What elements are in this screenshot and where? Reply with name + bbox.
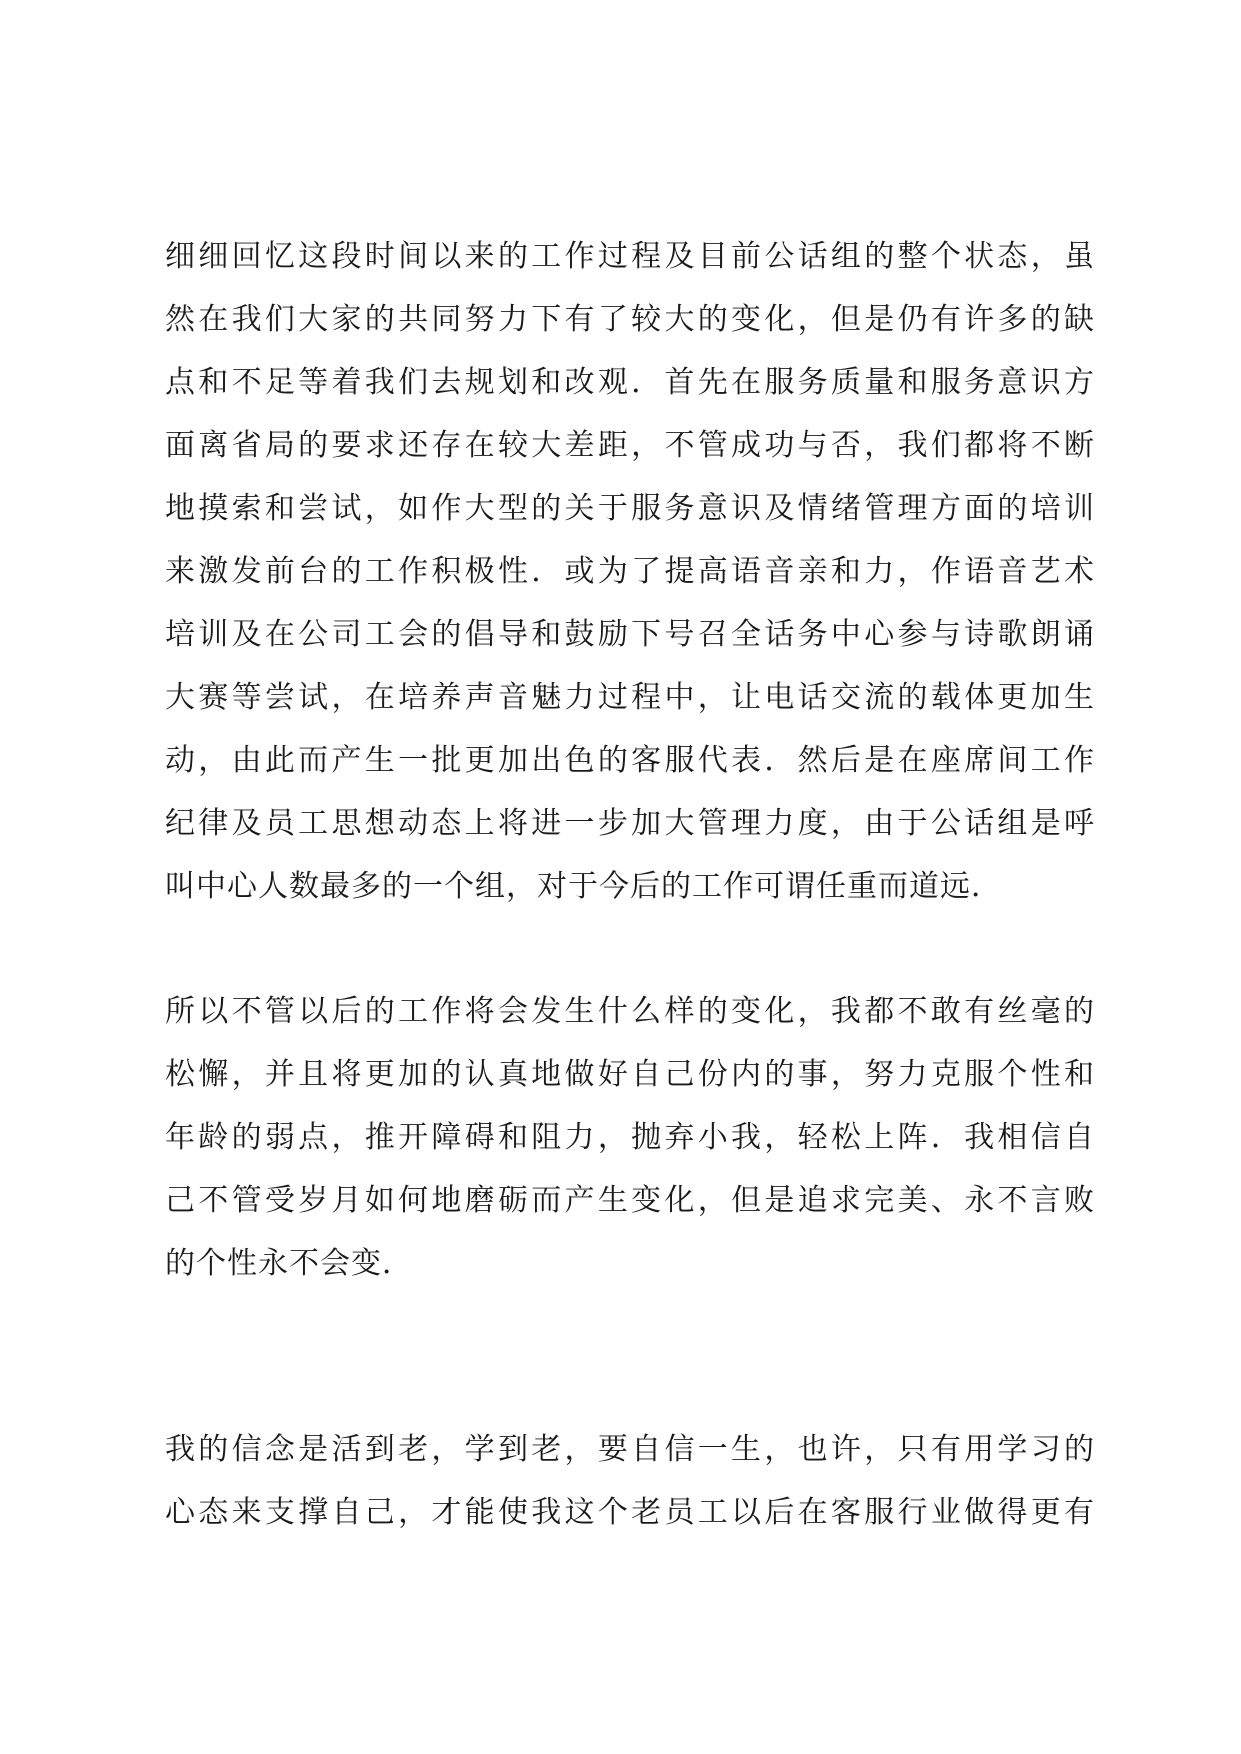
paragraph-line: 细细回忆这段时间以来的工作过程及目前公话组的整个状态，虽 — [165, 239, 1095, 274]
paragraph-line: 所以不管以后的工作将会发生什么样的变化，我都不敢有丝毫的 — [165, 994, 1095, 1029]
paragraph-2 — [165, 980, 1095, 1295]
paragraph-line: 来激发前台的工作积极性．或为了提高语音亲和力，作语音艺术 — [165, 554, 1095, 589]
paragraph-line: 松懈，并且将更加的认真地做好自己份内的事，努力克服个性和 — [165, 1057, 1095, 1092]
paragraph-line: 叫中心人数最多的一个组，对于今后的工作可谓任重而道远． — [165, 869, 1002, 904]
paragraph-line: 己不管受岁月如何地磨砺而产生变化，但是追求完美、永不言败 — [165, 1183, 1095, 1218]
paragraph-line: 的个性永不会变． — [165, 1246, 413, 1281]
paragraph-line: 培训及在公司工会的倡导和鼓励下号召全话务中心参与诗歌朗诵 — [165, 617, 1095, 652]
paragraph-1 — [165, 225, 1095, 918]
paragraph-3 — [165, 1418, 1095, 1544]
paragraph-line: 动，由此而产生一批更加出色的客服代表．然后是在座席间工作 — [165, 743, 1095, 778]
paragraph-line: 面离省局的要求还存在较大差距，不管成功与否，我们都将不断 — [165, 428, 1095, 463]
paragraph-line: 纪律及员工思想动态上将进一步加大管理力度，由于公话组是呼 — [165, 806, 1095, 841]
paragraph-line: 年龄的弱点，推开障碍和阻力，抛弃小我，轻松上阵．我相信自 — [165, 1120, 1095, 1155]
paragraph-line: 点和不足等着我们去规划和改观．首先在服务质量和服务意识方 — [165, 365, 1095, 400]
paragraph-line: 心态来支撑自己，才能使我这个老员工以后在客服行业做得更有 — [165, 1495, 1095, 1530]
paragraph-line: 地摸索和尝试，如作大型的关于服务意识及情绪管理方面的培训 — [165, 491, 1095, 526]
paragraph-line: 大赛等尝试，在培养声音魅力过程中，让电话交流的载体更加生 — [165, 680, 1095, 715]
paragraph-line: 然在我们大家的共同努力下有了较大的变化，但是仍有许多的缺 — [165, 302, 1095, 337]
paragraph-line: 我的信念是活到老，学到老，要自信一生，也许，只有用学习的 — [165, 1432, 1095, 1467]
